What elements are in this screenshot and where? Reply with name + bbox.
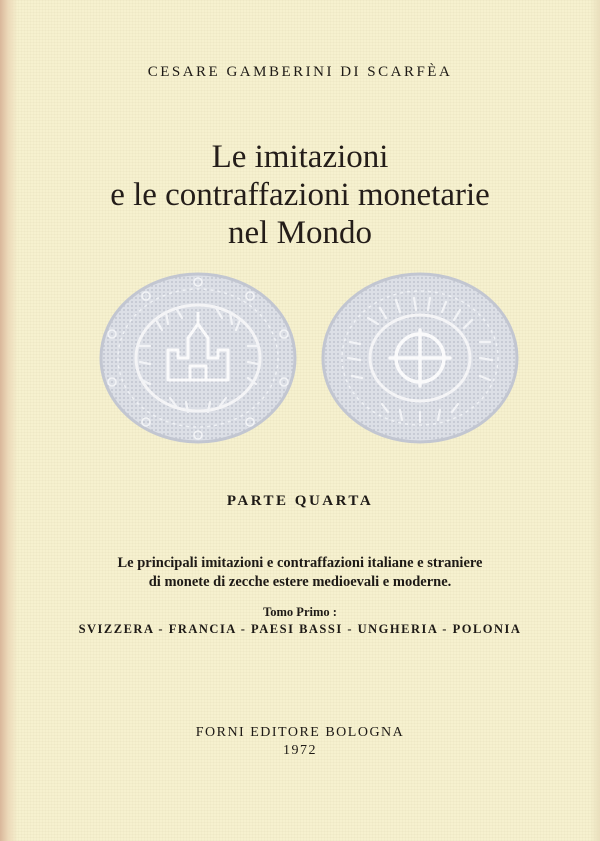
publication-year: 1972 — [283, 743, 317, 758]
volume-label: Tomo Primo : — [263, 605, 337, 619]
coin-illustrations — [0, 272, 600, 452]
publisher-name: FORNI EDITORE BOLOGNA — [195, 725, 405, 740]
castle-coin-icon — [98, 272, 298, 444]
title-line-2: e le contraffazioni monetarie — [110, 177, 490, 213]
subtitle — [40, 554, 560, 592]
subtitle-line-2: di monete di zecche estere medioevali e moderne. — [148, 574, 452, 590]
author-name: CESARE GAMBERINI DI SCARFÈA — [147, 64, 453, 80]
title-line-3: nel Mondo — [228, 215, 372, 251]
publisher-block — [0, 724, 600, 760]
book-title — [60, 138, 540, 252]
cross-coin-icon — [320, 272, 520, 444]
countries-list: SVIZZERA - FRANCIA - PAESI BASSI - UNGHERIA - POLONIA — [78, 622, 522, 636]
part-label: PARTE QUARTA — [226, 493, 374, 509]
title-line-1: Le imitazioni — [211, 139, 389, 175]
subtitle-line-1: Le principali imitazioni e contraffazioni italiane e straniere — [117, 555, 483, 571]
